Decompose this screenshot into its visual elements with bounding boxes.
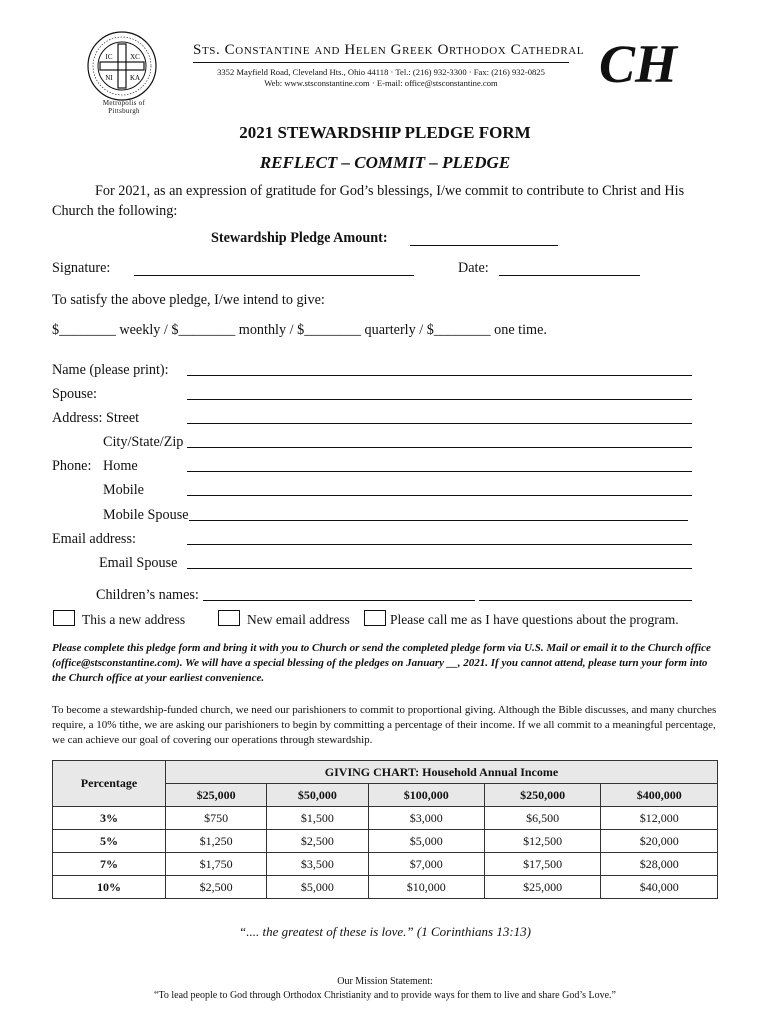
mobile-label: Mobile — [103, 482, 144, 498]
email-label: Email address: — [52, 531, 136, 547]
income-header: $250,000 — [484, 784, 600, 807]
amount-cell: $5,000 — [368, 830, 484, 853]
table-row — [53, 807, 718, 830]
income-header: $100,000 — [368, 784, 484, 807]
pledge-amount-field[interactable] — [410, 245, 558, 246]
form-subtitle: REFLECT – COMMIT – PLEDGE — [259, 153, 511, 172]
children-field-1[interactable] — [203, 600, 475, 601]
percentage-cell: 3% — [53, 807, 166, 830]
amount-cell: $1,750 — [166, 853, 267, 876]
metropolis-line-1: Metropolis of — [102, 99, 146, 107]
email-field[interactable] — [187, 544, 692, 545]
percentage-cell: 7% — [53, 853, 166, 876]
children-label: Children’s names: — [96, 587, 199, 603]
mobile-field[interactable] — [187, 495, 692, 496]
header-rule — [193, 62, 569, 63]
amount-cell: $20,000 — [601, 830, 718, 853]
amount-cell: $2,500 — [267, 830, 368, 853]
scripture-quote: “.... the greatest of these is love.” (1 Corinthians 13:13) — [239, 924, 531, 939]
amount-cell: $2,500 — [166, 876, 267, 899]
city-field[interactable] — [187, 447, 692, 448]
giving-chart-title: GIVING CHART: Household Annual Income — [166, 761, 718, 784]
city-label: City/State/Zip — [103, 434, 184, 450]
children-field-2[interactable] — [479, 600, 692, 601]
name-label: Name (please print): — [52, 362, 169, 378]
cathedral-seal-logo — [86, 30, 158, 102]
svg-text:IC: IC — [105, 53, 113, 61]
amount-cell: $40,000 — [601, 876, 718, 899]
svg-text:NI: NI — [105, 74, 113, 82]
amount-cell: $28,000 — [601, 853, 718, 876]
amount-cell: $6,500 — [484, 807, 600, 830]
cathedral-name: Sts. Constantine and Helen Greek Orthodox Cathedral — [193, 42, 585, 58]
svg-text:KA: KA — [129, 74, 141, 82]
income-header: $50,000 — [267, 784, 368, 807]
home-label: Home — [103, 458, 138, 474]
phone-label: Phone: — [52, 458, 92, 474]
amount-cell: $750 — [166, 807, 267, 830]
street-field[interactable] — [187, 423, 692, 424]
frequency-line: $________ weekly / $________ monthly / $________ quarterly / $________ one time. — [52, 322, 547, 338]
income-header: $25,000 — [166, 784, 267, 807]
name-field[interactable] — [187, 375, 692, 376]
new-email-label: New email address — [247, 612, 350, 627]
amount-cell: $10,000 — [368, 876, 484, 899]
amount-cell: $7,000 — [368, 853, 484, 876]
metropolis-line-2: Pittsburgh — [108, 107, 140, 115]
svg-text:CH: CH — [598, 34, 678, 94]
income-header: $400,000 — [601, 784, 718, 807]
home-phone-field[interactable] — [187, 471, 692, 472]
web-line: Web: www.stsconstantine.com · E-mail: office@stsconstantine.com — [264, 78, 498, 88]
svg-text:XC: XC — [130, 53, 140, 61]
pledge-amount-label: Stewardship Pledge Amount: — [211, 230, 388, 246]
giving-chart-table — [52, 760, 718, 899]
new-email-checkbox[interactable] — [218, 610, 240, 626]
email-spouse-field[interactable] — [187, 568, 692, 569]
mission-statement: “To lead people to God through Orthodox Christianity and to provide ways for them to live and share God’s Love.” — [154, 990, 616, 1001]
call-me-label: Please call me as I have questions about the program. — [390, 612, 679, 627]
amount-cell: $1,500 — [267, 807, 368, 830]
mission-heading: Our Mission Statement: — [337, 976, 433, 987]
signature-label: Signature: — [52, 260, 111, 276]
mobile-spouse-label: Mobile Spouse — [103, 507, 189, 523]
amount-cell: $5,000 — [267, 876, 368, 899]
amount-cell: $12,500 — [484, 830, 600, 853]
address-line: 3352 Mayfield Road, Cleveland Hts., Ohio 44118 · Tel.: (216) 932-3300 · Fax: (216) 932-0825 — [217, 67, 545, 77]
email-spouse-label: Email Spouse — [99, 555, 178, 571]
new-address-label: This a new address — [82, 612, 186, 627]
percentage-cell: 10% — [53, 876, 166, 899]
amount-cell: $1,250 — [166, 830, 267, 853]
call-me-checkbox[interactable] — [364, 610, 386, 626]
date-field[interactable] — [499, 275, 640, 276]
form-title: 2021 STEWARDSHIP PLEDGE FORM — [239, 123, 531, 142]
ch-monogram-logo — [583, 30, 693, 98]
table-row — [53, 876, 718, 899]
instructions-paragraph: Please complete this pledge form and bring it with you to Church or send the completed pledge form via U.S. Mail or email it to the Church office (office@stsconstantine.com). We will have a special blessing of the pledges on January __, 2021. If you cannot attend, please turn your form into the Church office at your earliest convenience. — [52, 642, 711, 684]
percentage-cell: 5% — [53, 830, 166, 853]
amount-cell: $3,000 — [368, 807, 484, 830]
explanation-paragraph: To become a stewardship-funded church, we need our parishioners to commit to proportional giving. Although the Bible discusses, and many churches require, a 10% tithe, we are asking our parishioners to begin by committing a percentage of their income. If we all commit to a meaningful percentage, we can achieve our goal of covering our operations through stewardship. — [52, 704, 717, 746]
amount-cell: $17,500 — [484, 853, 600, 876]
satisfy-label: To satisfy the above pledge, I/we intend to give: — [52, 292, 325, 308]
amount-cell: $12,000 — [601, 807, 718, 830]
amount-cell: $3,500 — [267, 853, 368, 876]
amount-cell: $25,000 — [484, 876, 600, 899]
street-label: Address: Street — [52, 410, 140, 426]
intro-paragraph: For 2021, as an expression of gratitude for God’s blessings, I/we commit to contribute to Christ and His Church the following: — [52, 183, 685, 219]
spouse-label: Spouse: — [52, 386, 97, 402]
spouse-field[interactable] — [187, 399, 692, 400]
mobile-spouse-field[interactable] — [189, 520, 688, 521]
date-label: Date: — [458, 260, 489, 276]
metropolis-label — [84, 99, 164, 115]
table-row — [53, 830, 718, 853]
new-address-checkbox[interactable] — [53, 610, 75, 626]
table-row — [53, 853, 718, 876]
cathedral-contact — [193, 67, 569, 89]
signature-field[interactable] — [134, 275, 414, 276]
percentage-header: Percentage — [53, 761, 166, 807]
